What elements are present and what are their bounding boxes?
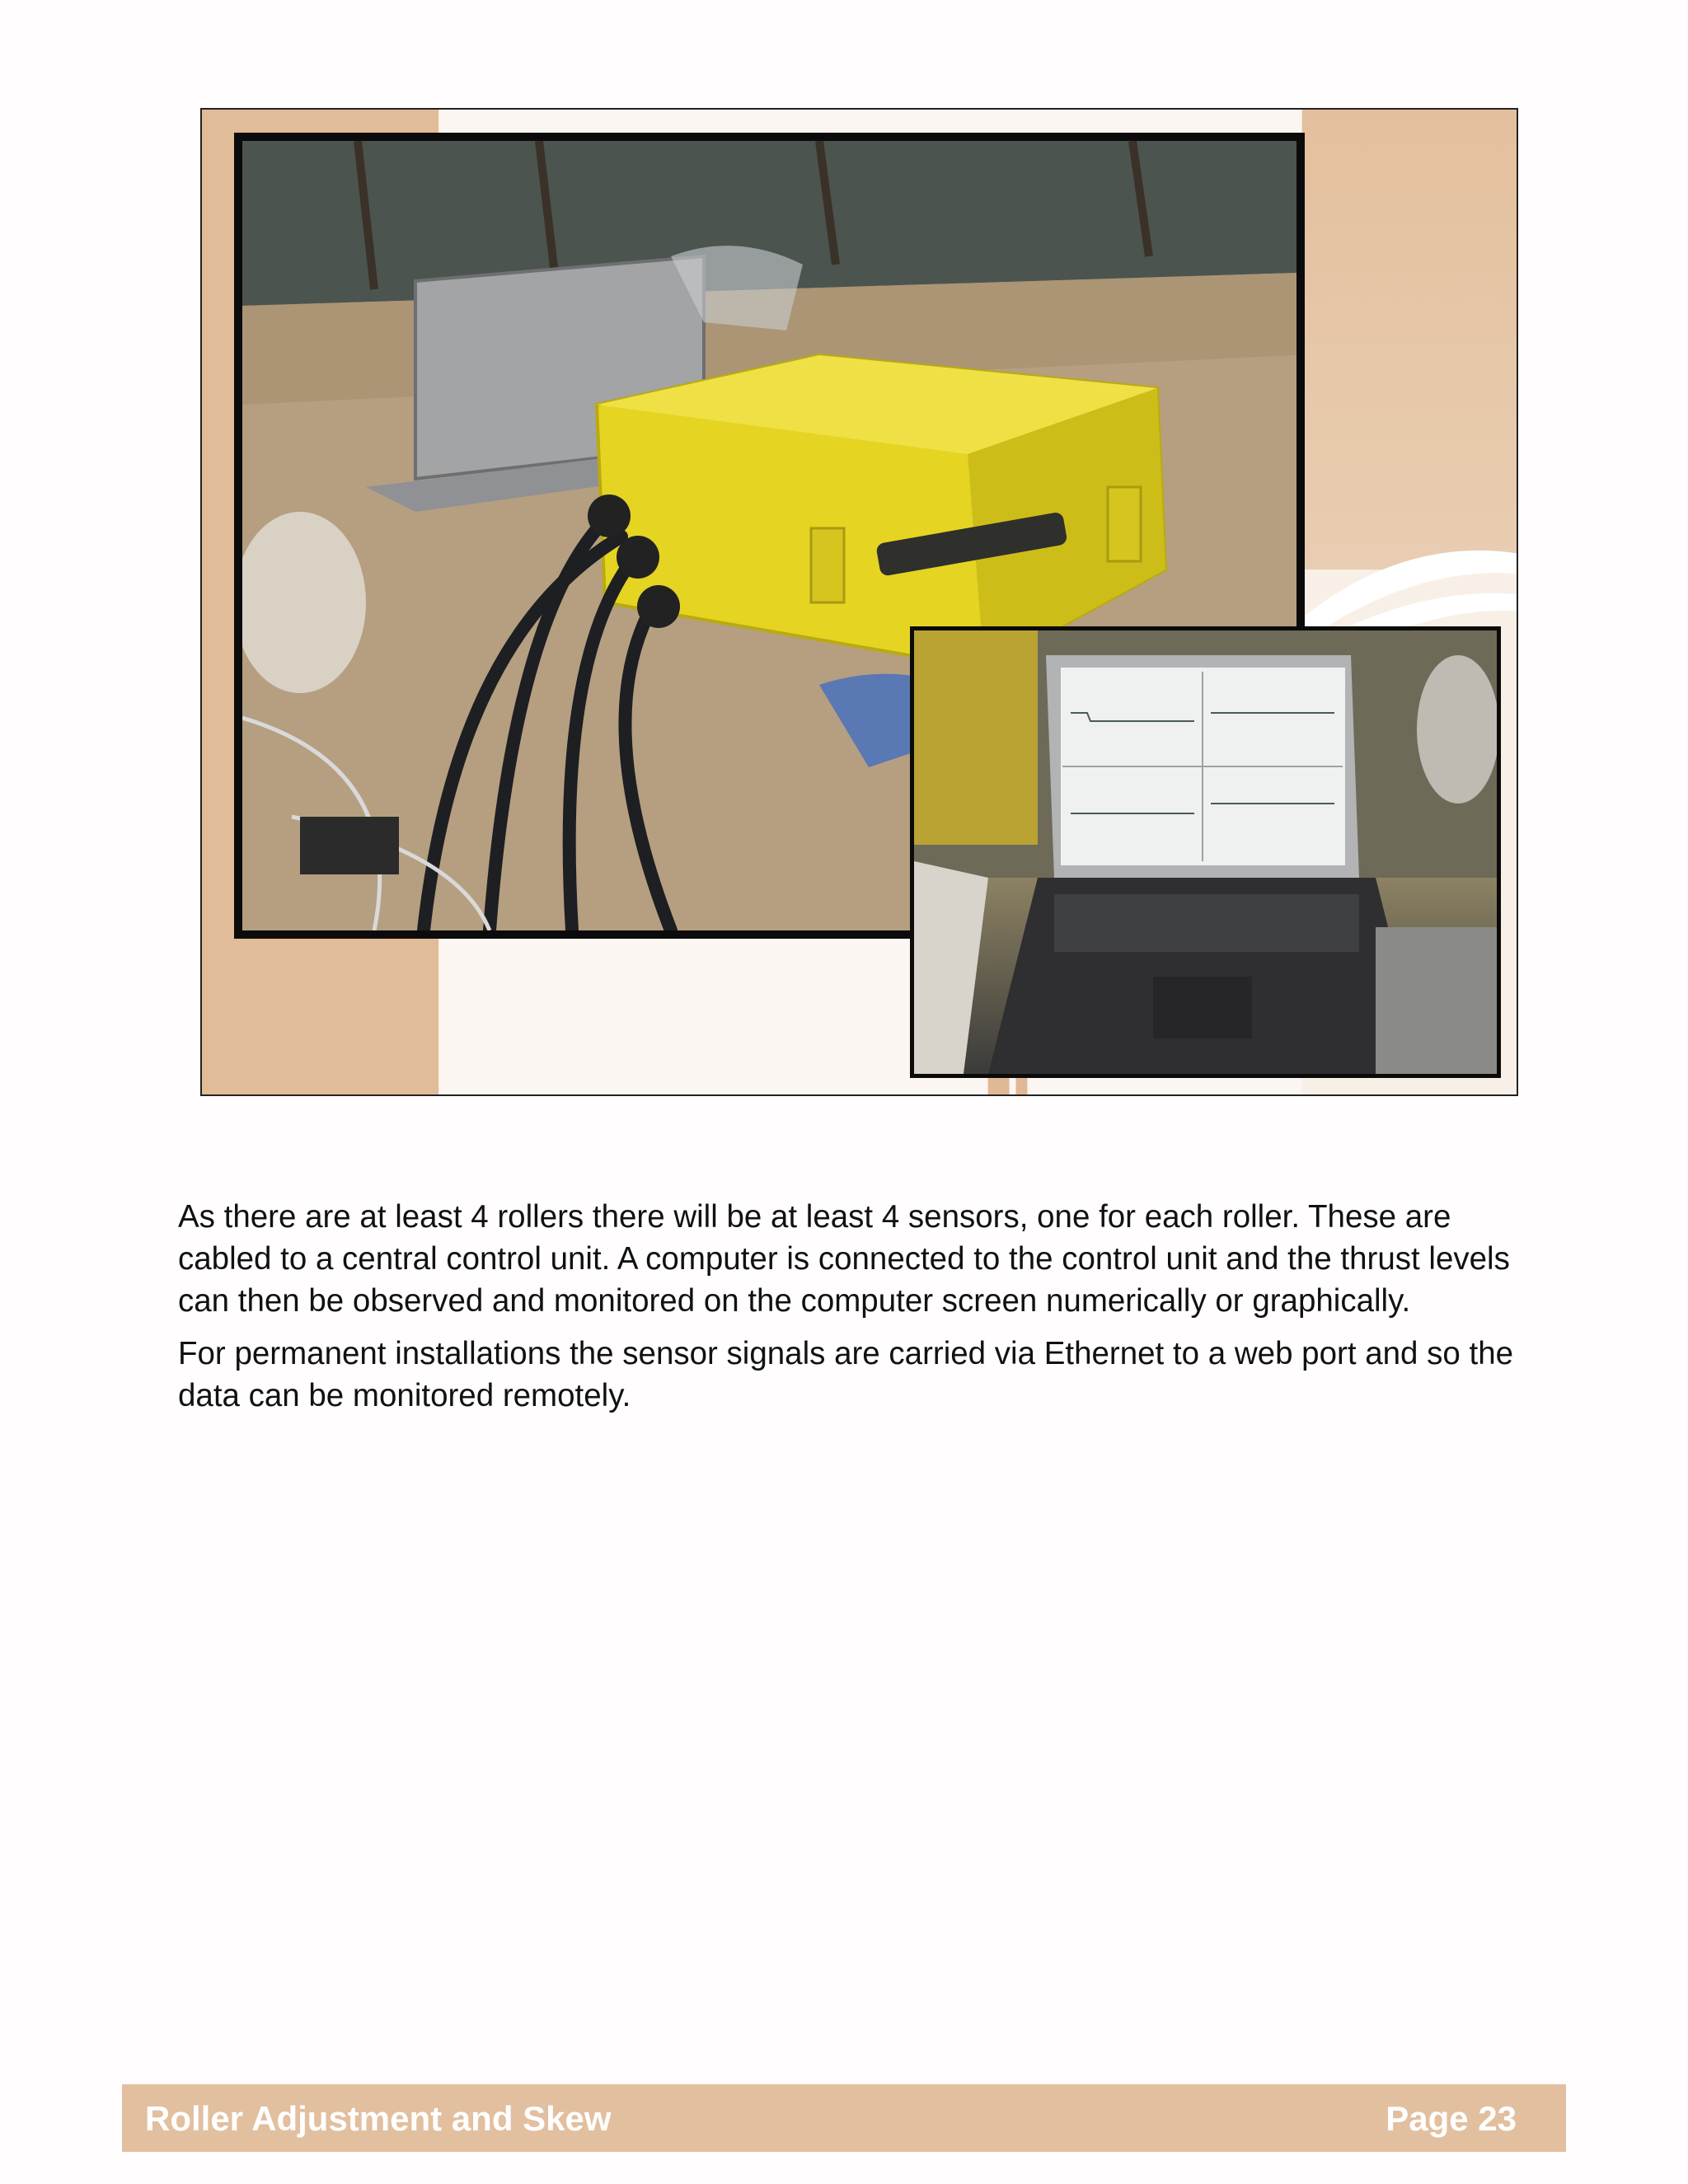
paragraph-ethernet: For permanent installations the sensor signals are carried via Ethernet to a web port and so the data can be monitored remotely. [178,1336,1514,1413]
footer-title: Roller Adjustment and Skew [145,2099,612,2138]
page-number: Page 23 [1386,2099,1517,2138]
page-footer [122,2084,1566,2152]
figure-frame [200,108,1518,1096]
body-text [178,1196,1546,1427]
laptop-illustration [914,630,1497,1074]
laptop-screen-photo [910,626,1501,1078]
paragraph-sensors: As there are at least 4 rollers there will be at least 4 sensors, one for each roller. These are cabled to a central control unit. A computer is connected to the control unit and the thrust levels can then be observed and monitored on the computer screen numerically or graphically. [178,1199,1510,1319]
